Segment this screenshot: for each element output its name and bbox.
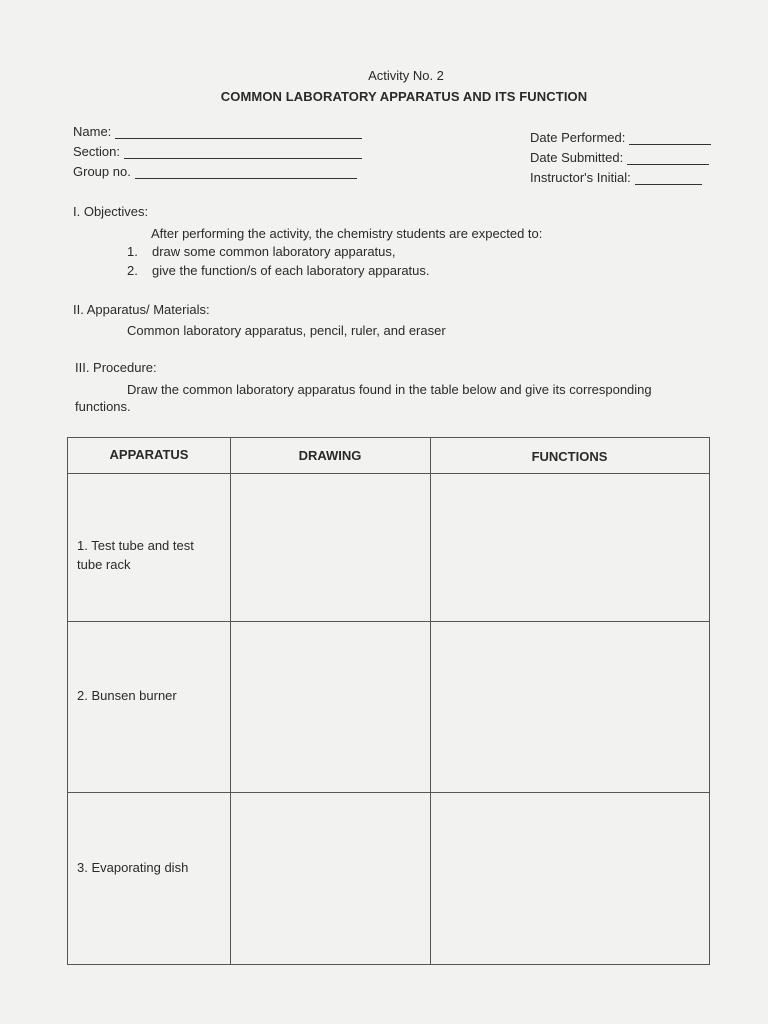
apparatus-table [67, 437, 710, 965]
group-label: Group no. [73, 164, 131, 179]
row-1-drawing-cell[interactable] [231, 474, 430, 621]
procedure-heading: III. Procedure: [75, 360, 157, 375]
materials-heading: II. Apparatus/ Materials: [73, 302, 210, 317]
section-line[interactable] [124, 146, 362, 159]
group-field[interactable] [73, 164, 357, 179]
header-drawing: DRAWING [298, 448, 362, 463]
row-3-functions-cell[interactable] [431, 793, 709, 964]
objective-1-number: 1. [127, 244, 138, 259]
date-submitted-field[interactable] [530, 150, 709, 165]
section-label: Section: [73, 144, 120, 159]
date-performed-line[interactable] [629, 132, 711, 145]
row-3-drawing-cell[interactable] [231, 793, 430, 964]
activity-number: Activity No. 2 [368, 68, 444, 83]
row-1-functions-cell[interactable] [431, 474, 709, 621]
instructor-initial-line[interactable] [635, 172, 702, 185]
date-submitted-label: Date Submitted: [530, 150, 624, 165]
objective-2-number: 2. [127, 263, 138, 278]
materials-text: Common laboratory apparatus, pencil, ruler, and eraser [127, 323, 446, 338]
objectives-heading: I. Objectives: [73, 204, 149, 219]
objectives-intro: After performing the activity, the chemistry students are expected to: [151, 226, 543, 241]
date-performed-field[interactable] [530, 130, 711, 145]
date-performed-label: Date Performed: [530, 130, 626, 145]
objective-1-text: draw some common laboratory apparatus, [152, 244, 396, 259]
header-functions: FUNCTIONS [531, 449, 608, 464]
row-1-apparatus: 1. Test tube and test tube rack [77, 538, 194, 572]
group-line[interactable] [135, 166, 357, 179]
row-2-apparatus: 2. Bunsen burner [77, 688, 177, 703]
instructor-initial-label: Instructor's Initial: [530, 170, 631, 185]
header-apparatus: APPARATUS [109, 447, 189, 462]
row-2-drawing-cell[interactable] [231, 622, 430, 792]
procedure-line-2: functions. [75, 399, 131, 414]
date-submitted-line[interactable] [627, 152, 709, 165]
procedure-line-1: Draw the common laboratory apparatus found in the table below and give its corresponding [127, 382, 652, 397]
objective-2-text: give the function/s of each laboratory apparatus. [152, 263, 430, 278]
page-title: COMMON LABORATORY APPARATUS AND ITS FUNCTION [220, 89, 588, 104]
name-line[interactable] [115, 126, 362, 139]
instructor-initial-field[interactable] [530, 170, 702, 185]
name-field[interactable] [73, 124, 362, 139]
section-field[interactable] [73, 144, 362, 159]
name-label: Name: [73, 124, 112, 139]
row-2-functions-cell[interactable] [431, 622, 709, 792]
row-3-apparatus: 3. Evaporating dish [77, 860, 189, 875]
